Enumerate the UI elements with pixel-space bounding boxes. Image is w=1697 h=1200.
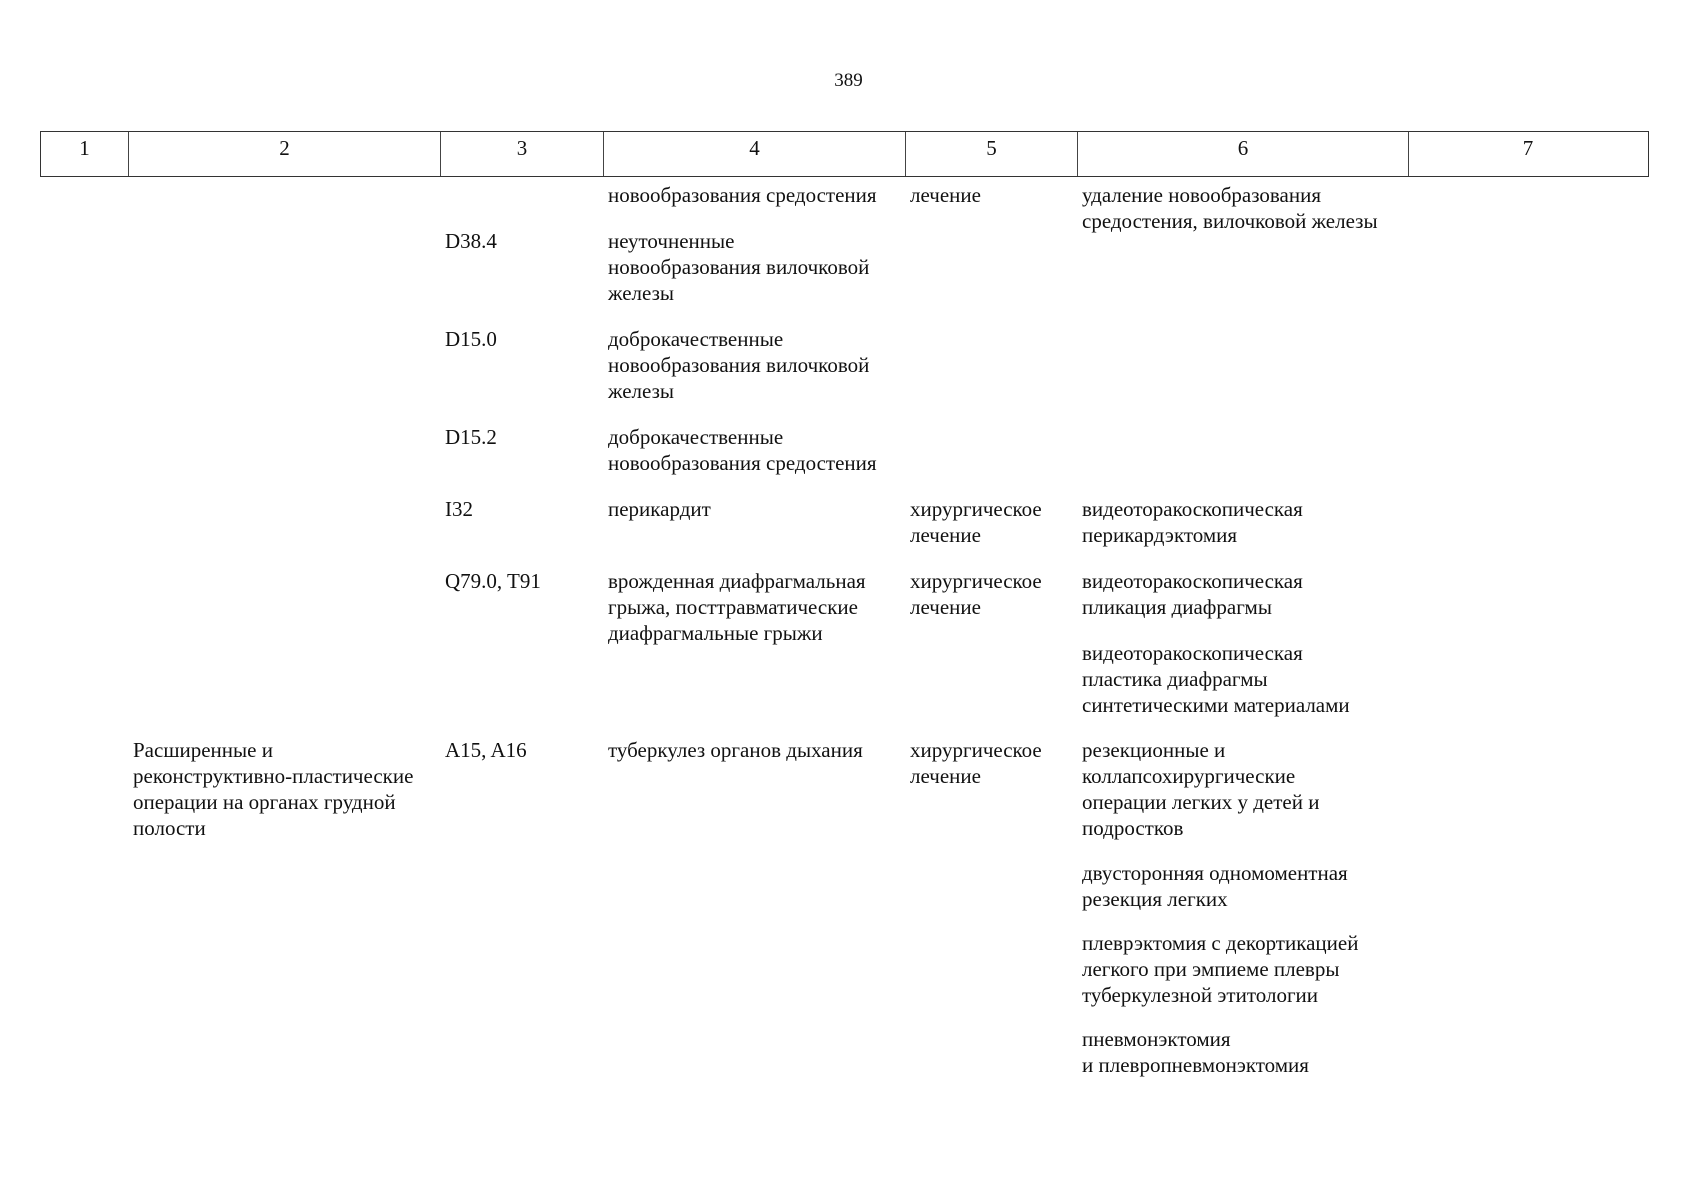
header-col-5: 5 xyxy=(906,132,1078,176)
cell-icd-code: I32 xyxy=(445,497,473,521)
header-col-4: 4 xyxy=(604,132,906,176)
table-header xyxy=(40,131,1649,177)
cell-method: пневмонэктомия и плевропневмонэктомия xyxy=(1082,1027,1309,1077)
cell-method: удаление новообразования средостения, вилочковой железы xyxy=(1082,183,1378,233)
header-col-1: 1 xyxy=(41,132,129,176)
cell-diagnosis: туберкулез органов дыхания xyxy=(608,738,863,762)
cell-diagnosis: неуточненные новообразования вилочковой железы xyxy=(608,229,870,305)
cell-method: резекционные и коллапсохирургические операции легких у детей и подростков xyxy=(1082,738,1320,840)
cell-diagnosis: врожденная диафрагмальная грыжа, посттравматические диафрагмальные грыжи xyxy=(608,569,866,645)
cell-method: видеоторакоскопическая перикардэктомия xyxy=(1082,497,1303,547)
cell-treatment-type: хирургическое лечение xyxy=(910,569,1042,619)
cell-diagnosis: доброкачественные новообразования средостения xyxy=(608,425,877,475)
cell-icd-code: D15.0 xyxy=(445,327,497,351)
cell-icd-code: D15.2 xyxy=(445,425,497,449)
cell-icd-code: D38.4 xyxy=(445,229,497,253)
cell-treatment-type: хирургическое лечение xyxy=(910,497,1042,547)
cell-procedure-group: Расширенные и реконструктивно-пластические операции на органах грудной полости xyxy=(133,738,414,840)
cell-method: видеоторакоскопическая пликация диафрагмы xyxy=(1082,569,1303,619)
header-col-2: 2 xyxy=(129,132,441,176)
cell-method: двусторонняя одномоментная резекция легких xyxy=(1082,861,1348,911)
cell-diagnosis: перикардит xyxy=(608,497,711,521)
cell-icd-code: A15, A16 xyxy=(445,738,527,762)
cell-diagnosis: новообразования средостения xyxy=(608,183,877,207)
page-number: 389 xyxy=(834,70,863,91)
header-col-7: 7 xyxy=(1522,136,1534,160)
header-col-6: 6 xyxy=(1078,132,1409,176)
cell-treatment-type: лечение xyxy=(910,183,981,207)
cell-treatment-type: хирургическое лечение xyxy=(910,738,1042,788)
cell-diagnosis: доброкачественные новообразования вилочковой железы xyxy=(608,327,870,403)
cell-method: видеоторакоскопическая пластика диафрагмы синтетическими материалами xyxy=(1082,641,1350,717)
header-col-3: 3 xyxy=(441,132,604,176)
cell-icd-code: Q79.0, T91 xyxy=(445,569,541,593)
cell-method: плеврэктомия с декортикацией легкого при эмпиеме плевры туберкулезной этитологии xyxy=(1082,931,1359,1007)
